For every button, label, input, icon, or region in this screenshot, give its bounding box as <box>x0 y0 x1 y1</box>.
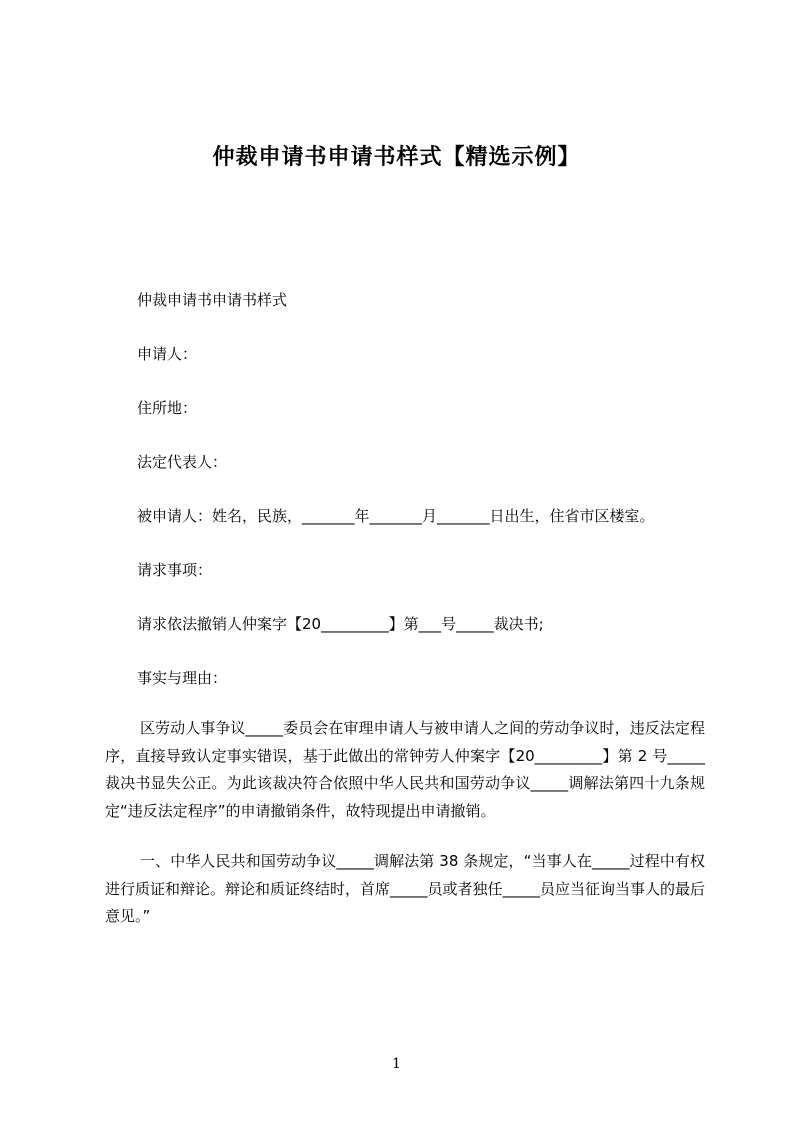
respondent-field: 被申请人：姓名，民族，_______年_______月_______日出生，住省市区楼室。 <box>137 507 655 525</box>
legal-representative-field: 法定代表人： <box>137 453 228 471</box>
facts-heading: 事实与理由： <box>137 669 228 687</box>
document-title: 仲裁申请书申请书样式【精选示例】 <box>212 145 581 170</box>
claims-heading: 请求事项： <box>137 561 213 579</box>
applicant-field: 申请人： <box>137 345 198 363</box>
section-heading: 仲裁申请书申请书样式 <box>137 291 288 309</box>
address-field: 住所地： <box>137 399 198 417</box>
law-citation-paragraph: 一、中华人民共和国劳动争议_____调解法第 38 条规定，“当事人在_____过程中有权进行质证和辩论。辩论和质证终结时，首席_____员或者独任_____员应当征询当事人的最后意见。” <box>105 852 706 925</box>
page-number: 1 <box>392 1056 401 1072</box>
claim-item: 请求依法撤销人仲案字【20_________】第___号_____裁决书; <box>137 615 544 633</box>
facts-paragraph: 区劳动人事争议_____委员会在审理申请人与被申请人之间的劳动争议时，违反法定程序，直接导致认定事实错误，基于此做出的常钟劳人仲案字【20_________】第 2 号_____裁决书显失公正。为此该裁决符合依照中华人民共和国劳动争议_____调解法第四十九条规定“违反法定程序”的申请撤销条件，故特现提出申请撤销。 <box>105 719 705 820</box>
